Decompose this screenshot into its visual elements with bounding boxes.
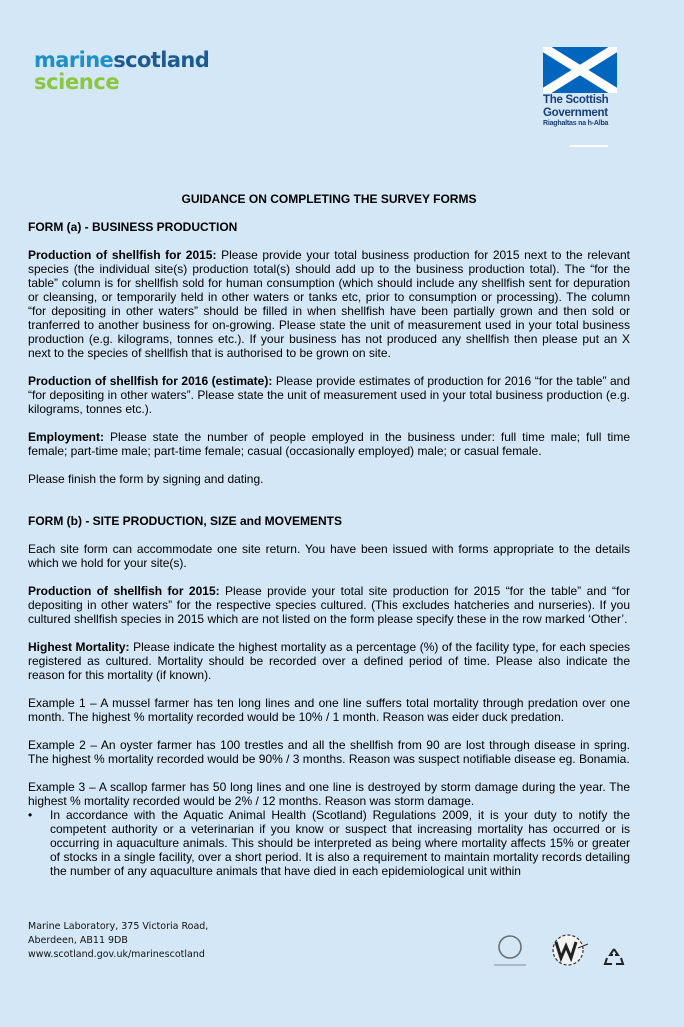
investors-in-people-icon [490,930,530,970]
form-b-site-return: Each site form can accommodate one site return. You have been issued with forms appropriate to the details which we hold for your site(s). [28,542,630,570]
form-b-highest-mortality [28,640,630,682]
form-b-heading: FORM (b) - SITE PRODUCTION, SIZE and MOVEMENTS [28,514,342,528]
paragraph-text: Please state the number of people employed in the business under: full time male; full time female; part-time male; part-time female; casual (occasionally employed) male; or casual female. [28,430,630,458]
example-1: Example 1 – A mussel farmer has ten long lines and one line suffers total mortality through predation over one month. The highest % mortality recorded would be 10% / 1 month. Reason was eider duck predation. [28,696,630,724]
footer-website: www.scotland.gov.uk/marinescotland [28,949,205,960]
saltire-flag-icon [543,47,617,93]
paragraph-label: Employment: [28,430,105,444]
paragraph-text: Please indicate the highest mortality as a percentage (%) of the facility type, for each species registered as cultured. Mortality should be recorded over a defined period of time. Please also indicate the reason for this mortality (if known). [28,640,630,682]
form-a-heading: FORM (a) - BUSINESS PRODUCTION [28,220,238,234]
header-divider [570,145,608,147]
paragraph-text: Please provide your total business production for 2015 next to the relevant species (the individual site(s) production total(s) should add up to the business production total). The “for the table” column is for shellfish sold for human consumption (which should include any shellfish sent for depuration or cleansing, or temporarily held in other waters or tanks etc, prior to consumption or processing). The column “for depositing in other waters” should be filled in when shellfish have been partially grown and then sold or tranferred to another business for on-growing. Please state the unit of measurement used in your total business production (e.g. kilograms, tonnes etc.). If your business has not produced any shellfish then please put an X next to the species of shellfish that is authorised to be grown on site. [28,248,631,360]
paragraph-label: Production of shellfish for 2016 (estimate): [28,374,273,388]
notification-bullet [28,808,630,878]
example-3: Example 3 – A scallop farmer has 50 long lines and one line is destroyed by storm damage during the year. The highest % mortality recorded would be 2% / 12 months. Reason was storm damage. [28,780,630,808]
form-a-production-2016 [28,374,630,416]
accreditation-badge-icon [548,930,592,970]
logo-marine-text: marine [34,48,114,72]
recycle-icon [603,946,625,968]
form-b-production-2015 [28,584,630,626]
paragraph-label: Highest Mortality: [28,640,130,654]
form-a-production-2015 [28,248,630,360]
footer-address-line2: Aberdeen, AB11 9DB [28,935,128,946]
form-a-sign-instruction: Please finish the form by signing and dating. [28,472,264,486]
document-body [28,192,630,878]
bullet-text: In accordance with the Aquatic Animal Health (Scotland) Regulations 2009, it is your duty to notify the competent authority or a veterinarian if you know or suspect that increasing mortality has occurred or is occurring in aquaculture animals. This should be interpreted as being where mortality affects 15% or greater of stocks in a single facility, over a short period. It is also a requirement to maintain mortality records detailing the number of any aquaculture animals that have died in each epidemiological unit within [50,808,630,878]
marine-scotland-science-logo [34,50,209,93]
paragraph-label: Production of shellfish for 2015: [28,248,217,262]
gov-name-line1: The Scottish [543,94,609,106]
paragraph-text: Please provide estimates of production for 2016 “for the table” and “for depositing in other waters”. Please state the unit of measurement used in your total business production (e.g. kilograms, tonnes etc.). [28,374,631,416]
footer-address [28,920,208,962]
scottish-government-logo [543,47,623,127]
logo-science-text: science [34,70,120,94]
example-2: Example 2 – An oyster farmer has 100 trestles and all the shellfish from 90 are lost through disease in spring. The highest % mortality recorded would be 90% / 3 months. Reason was suspect notifiable disease eg. Bonamia. [28,738,630,766]
paragraph-text: Please provide your total site production for 2015 “for the table” and “for depositing in other waters” for the respective species cultured. (This excludes hatcheries and nurseries). If you cultured shellfish species in 2015 which are not listed on the form please specify these in the row marked ‘Other’. [28,584,630,626]
form-a-employment [28,430,630,458]
bullet-icon: • [28,808,33,822]
gov-gaelic-name: Riaghaltas na h-Alba [543,120,609,127]
gov-name-line2: Government [543,107,608,119]
document-title: GUIDANCE ON COMPLETING THE SURVEY FORMS [181,192,477,206]
footer-logos [490,930,630,970]
paragraph-label: Production of shellfish for 2015: [28,584,220,598]
logo-scotland-text: scotland [113,48,210,72]
footer-address-line1: Marine Laboratory, 375 Victoria Road, [28,921,209,932]
